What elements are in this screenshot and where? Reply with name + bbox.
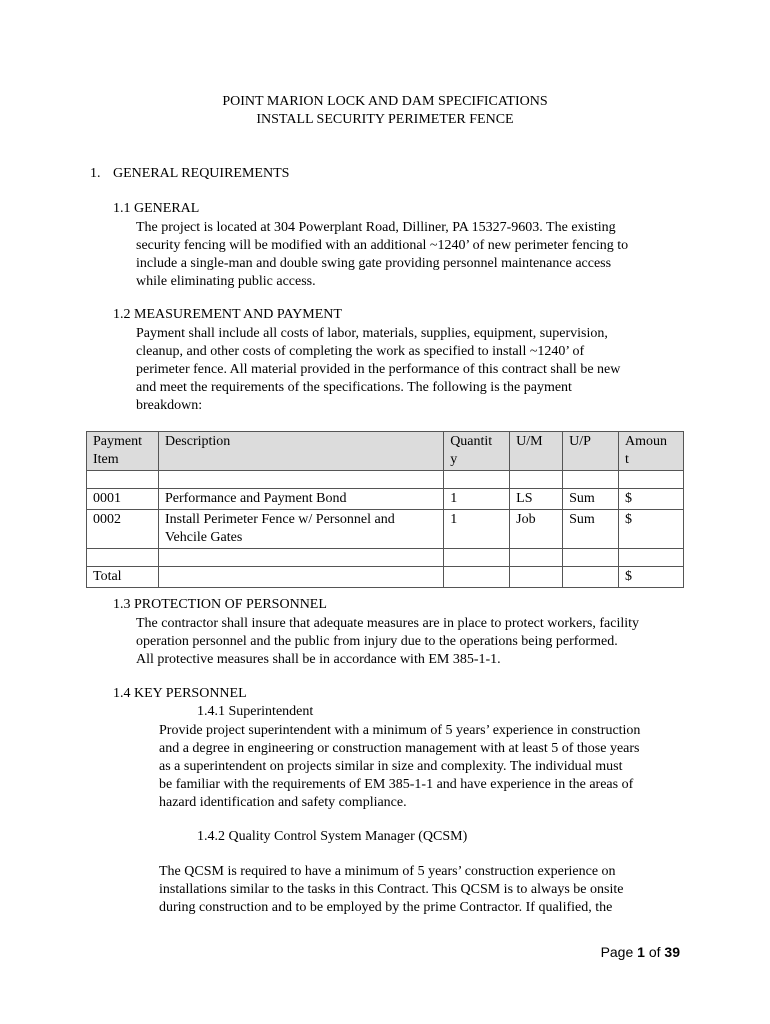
table-header-row <box>87 432 684 471</box>
cell-um: LS <box>510 489 563 510</box>
section-1-heading: GENERAL REQUIREMENTS <box>113 166 290 181</box>
text-line: include a single-man and double swing gate providing personnel maintenance access <box>136 256 612 271</box>
section-1-2-heading: 1.2 MEASUREMENT AND PAYMENT <box>113 307 342 322</box>
page-word: Page <box>600 944 634 960</box>
page-number <box>601 944 680 960</box>
cell-description: Performance and Payment Bond <box>158 489 443 510</box>
table-row-blank <box>87 549 684 567</box>
cell-description: Install Perimeter Fence w/ Personnel and Vehcile Gates <box>158 510 443 549</box>
text-line: The QCSM is required to have a minimum of 5 years’ construction experience on <box>159 864 616 879</box>
header-up: U/P <box>563 432 619 471</box>
text-line: be familiar with the requirements of EM 385-1-1 and have experience in the areas of <box>159 777 634 792</box>
section-1-4-2-body <box>159 863 623 917</box>
cell-up: Sum <box>563 510 619 549</box>
page-current: 1 <box>637 944 645 960</box>
table-row <box>87 510 684 549</box>
text-line: as a superintendent on projects similar in size and complexity. The individual must <box>159 759 623 774</box>
header-payment-item: Payment Item <box>87 432 159 471</box>
cell-amount: $ <box>619 489 684 510</box>
cell-item: 0001 <box>87 489 159 510</box>
section-1-4-1-body <box>159 722 640 812</box>
text-line: The project is located at 304 Powerplant Road, Dilliner, PA 15327-9603. The existing <box>136 220 616 235</box>
section-1-2-body <box>136 325 620 415</box>
text-line: hazard identification and safety compliance. <box>159 795 407 810</box>
cell-amount: $ <box>619 510 684 549</box>
text-line: during construction and to be employed by the prime Contractor. If qualified, the <box>159 900 613 915</box>
cell-item: 0002 <box>87 510 159 549</box>
cell-quantity: 1 <box>444 510 510 549</box>
text-line: installations similar to the tasks in this Contract. This QCSM is to always be onsite <box>159 882 624 897</box>
page-total: 39 <box>664 944 680 960</box>
section-1-3-heading: 1.3 PROTECTION OF PERSONNEL <box>113 597 327 612</box>
table-row-blank <box>87 471 684 489</box>
header-description: Description <box>158 432 443 471</box>
text-line: operation personnel and the public from injury due to the operations being performed. <box>136 634 618 649</box>
cell-quantity: 1 <box>444 489 510 510</box>
table-row <box>87 489 684 510</box>
text-line: perimeter fence. All material provided in the performance of this contract shall be new <box>136 362 621 377</box>
cell-um: Job <box>510 510 563 549</box>
header-amount: Amoun t <box>619 432 684 471</box>
of-word: of <box>648 944 661 960</box>
text-line: security fencing will be modified with an additional ~1240’ of new perimeter fencing to <box>136 238 629 253</box>
cell-total-amount: $ <box>619 567 684 588</box>
text-line: while eliminating public access. <box>136 274 316 289</box>
doc-title-line1: POINT MARION LOCK AND DAM SPECIFICATIONS <box>222 94 548 109</box>
section-1-1-body <box>136 219 628 291</box>
text-line: and meet the requirements of the specifications. The following is the payment <box>136 380 572 395</box>
text-line: All protective measures shall be in accordance with EM 385-1-1. <box>136 652 501 667</box>
text-line: Provide project superintendent with a minimum of 5 years’ experience in construction <box>159 723 641 738</box>
text-line: Payment shall include all costs of labor, materials, supplies, equipment, supervision, <box>136 326 608 341</box>
doc-title-line2: INSTALL SECURITY PERIMETER FENCE <box>256 112 514 127</box>
header-quantity: Quantit y <box>444 432 510 471</box>
section-1-1-heading: 1.1 GENERAL <box>113 201 200 216</box>
text-line: The contractor shall insure that adequate measures are in place to protect workers, facility <box>136 616 640 631</box>
cell-total-label: Total <box>87 567 159 588</box>
cell-up: Sum <box>563 489 619 510</box>
text-line: and a degree in engineering or construction management with at least 5 of those years <box>159 741 640 756</box>
header-um: U/M <box>510 432 563 471</box>
section-1-number: 1. <box>90 166 101 181</box>
text-line: cleanup, and other costs of completing the work as specified to install ~1240’ of <box>136 344 585 359</box>
text-line: breakdown: <box>136 398 203 413</box>
table-total-row <box>87 567 684 588</box>
section-1-3-body <box>136 615 639 669</box>
section-1-4-1-heading: 1.4.1 Superintendent <box>197 704 314 719</box>
section-1-4-heading: 1.4 KEY PERSONNEL <box>113 686 247 701</box>
section-1-4-2-heading: 1.4.2 Quality Control System Manager (QCSM) <box>197 829 468 844</box>
payment-table <box>86 431 684 588</box>
